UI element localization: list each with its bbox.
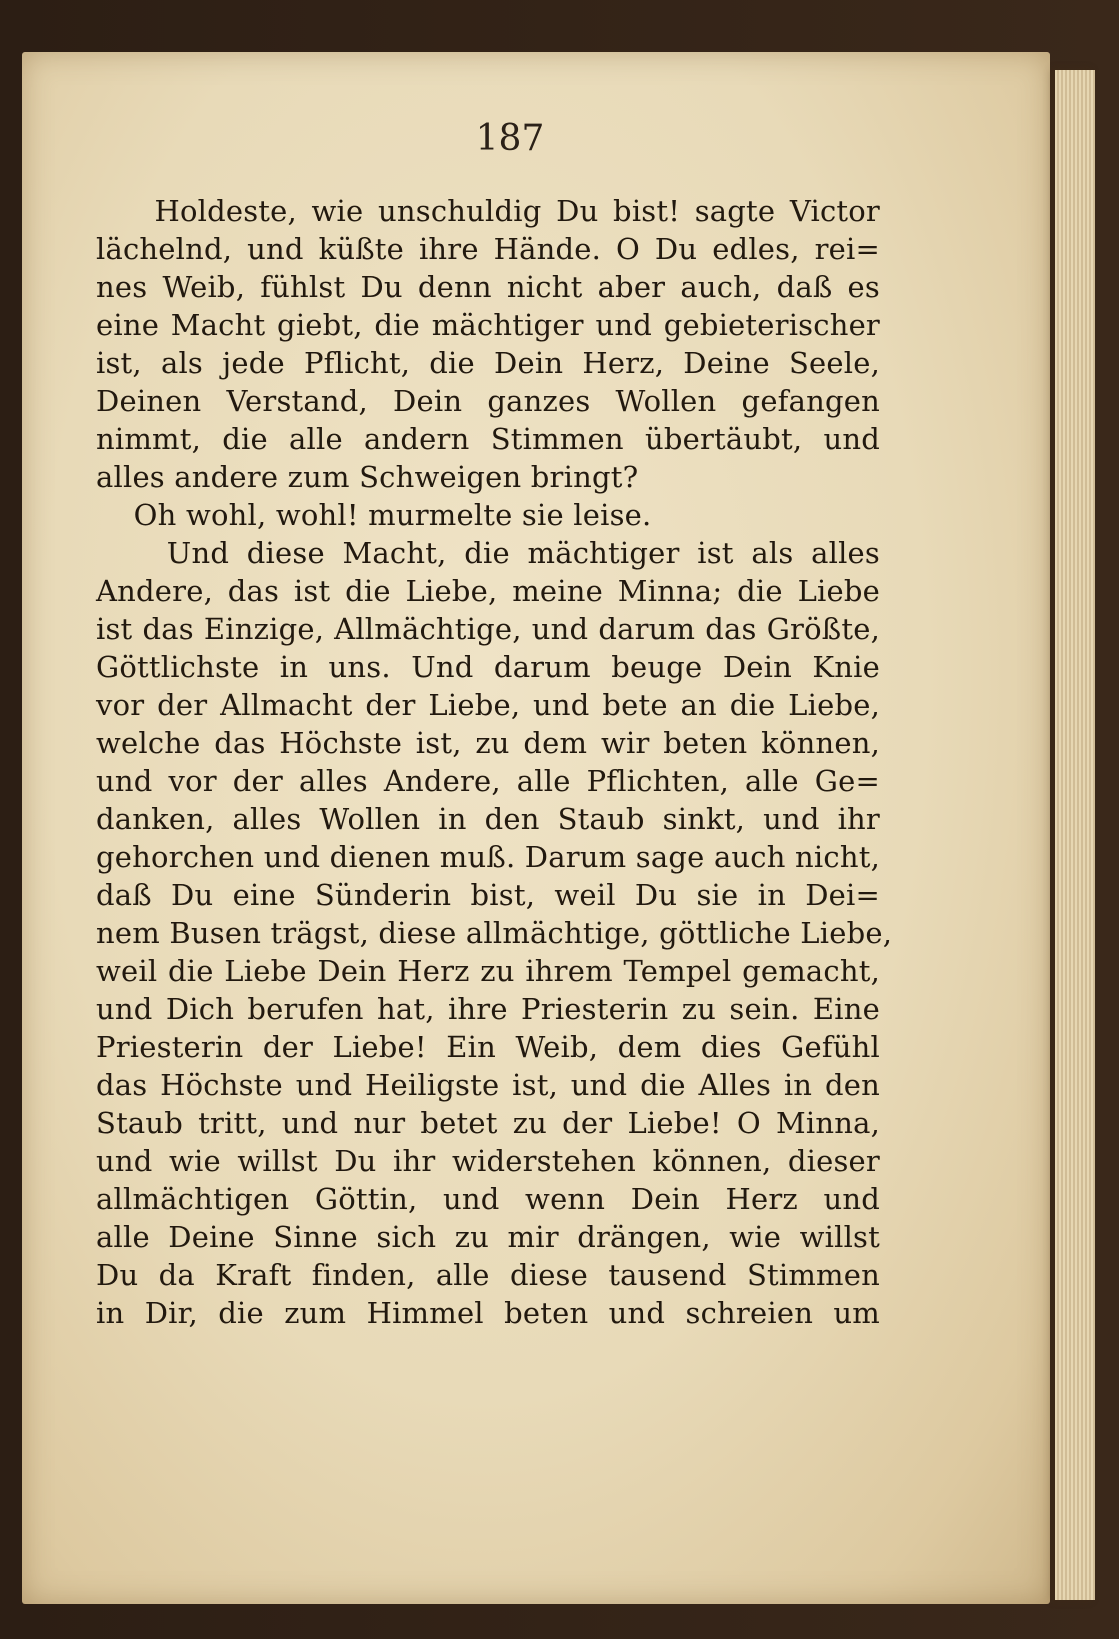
text-line: das Höchste und Heiligste ist, und die Alles in den xyxy=(96,1068,880,1102)
text-line: weil die Liebe Dein Herz zu ihrem Tempel gemacht, xyxy=(96,954,880,988)
text-line: allmächtigen Göttin, und wenn Dein Herz und xyxy=(96,1182,880,1216)
text-line: welche das Höchste ist, zu dem wir beten können, xyxy=(96,726,880,760)
text-line: und vor der alles Andere, alle Pflichten, alle Ge= xyxy=(96,764,880,798)
text-line: Deinen Verstand, Dein ganzes Wollen gefangen xyxy=(96,384,880,418)
text-line: danken, alles Wollen in den Staub sinkt, und ihr xyxy=(96,802,880,836)
text-line: und wie willst Du ihr widerstehen können, dieser xyxy=(96,1144,880,1178)
page-edges xyxy=(1055,70,1095,1600)
page-number: 187 xyxy=(475,118,545,159)
text-line: alle Deine Sinne sich zu mir drängen, wie willst xyxy=(96,1220,880,1254)
text-line: nes Weib, fühlst Du denn nicht aber auch, daß es xyxy=(96,270,880,304)
text-line: nem Busen trägst, diese allmächtige, göttliche Liebe, xyxy=(96,916,893,950)
text-line: Göttlichste in uns. Und darum beuge Dein Knie xyxy=(96,650,880,684)
text-line: Holdeste, wie unschuldig Du bist! sagte Victor xyxy=(96,194,880,228)
text-line: lächelnd, und küßte ihre Hände. O Du edles, rei= xyxy=(96,232,880,266)
text-line: eine Macht giebt, die mächtiger und gebieterischer xyxy=(96,308,880,342)
text-line: Priesterin der Liebe! Ein Weib, dem dies Gefühl xyxy=(96,1030,880,1064)
text-line: Oh wohl, wohl! murmelte sie leise. xyxy=(96,498,652,532)
text-line: ist, als jede Pflicht, die Dein Herz, Deine Seele, xyxy=(96,346,880,380)
text-line: Und diese Macht, die mächtiger ist als alles xyxy=(96,536,880,570)
text-line: Andere, das ist die Liebe, meine Minna; die Liebe xyxy=(96,574,880,608)
text-line: Du da Kraft finden, alle diese tausend Stimmen xyxy=(96,1258,880,1292)
text-line: nimmt, die alle andern Stimmen übertäubt, und xyxy=(96,422,880,456)
text-line: und Dich berufen hat, ihre Priesterin zu sein. Eine xyxy=(96,992,880,1026)
text-line: alles andere zum Schweigen bringt? xyxy=(96,460,639,494)
text-line: vor der Allmacht der Liebe, und bete an die Liebe, xyxy=(96,688,880,722)
text-line: ist das Einzige, Allmächtige, und darum das Größte, xyxy=(96,612,880,646)
text-line: Staub tritt, und nur betet zu der Liebe! O Minna, xyxy=(96,1106,880,1140)
text-line: gehorchen und dienen muß. Darum sage auch nicht, xyxy=(96,840,880,874)
body-text xyxy=(96,192,893,1332)
text-line: daß Du eine Sünderin bist, weil Du sie in Dei= xyxy=(96,878,880,912)
text-line: in Dir, die zum Himmel beten und schreien um xyxy=(96,1296,880,1330)
